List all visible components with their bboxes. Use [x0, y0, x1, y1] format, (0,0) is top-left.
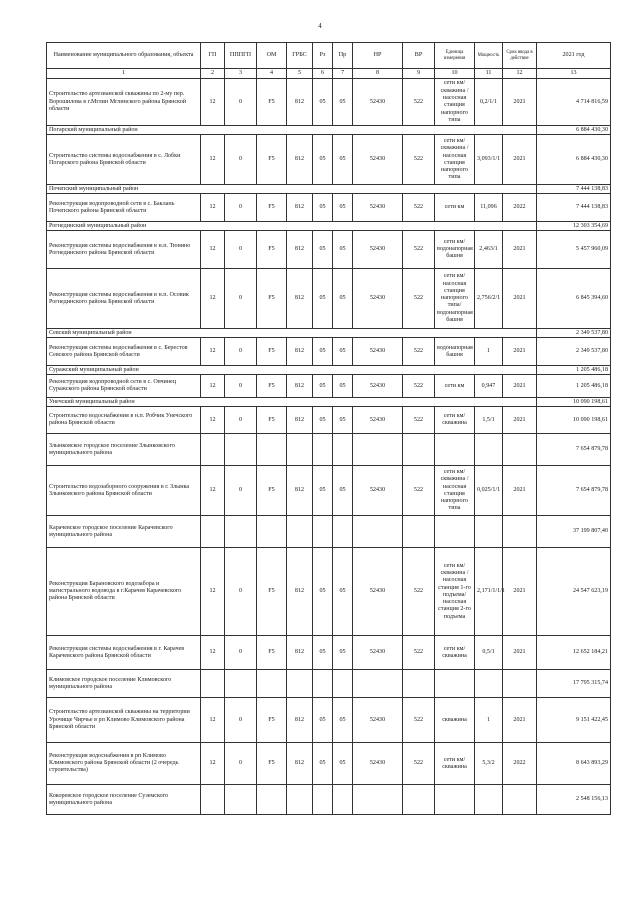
district-total: 12 303 354,69	[537, 222, 611, 231]
header-nr: НР	[353, 43, 403, 69]
empty-cell	[435, 670, 475, 698]
object-row	[47, 231, 611, 269]
power-cell: 11,096	[475, 194, 503, 222]
power-cell: 1	[475, 338, 503, 366]
power-cell: 0,947	[475, 375, 503, 398]
empty-cell	[313, 785, 333, 815]
gp-cell: 12	[201, 636, 225, 670]
settlement-total: 7 654 879,78	[537, 434, 611, 466]
unit-cell: сети км/насосная станция напорного типа/водонапорная башня	[435, 269, 475, 329]
empty-cell	[201, 434, 225, 466]
district-total: 7 444 138,83	[537, 185, 611, 194]
object-row	[47, 548, 611, 636]
pr-cell: 05	[333, 548, 353, 636]
gp-cell: 12	[201, 338, 225, 366]
empty-cell	[475, 785, 503, 815]
gp-cell: 12	[201, 743, 225, 785]
rz-cell: 05	[313, 698, 333, 743]
vr-cell: 522	[403, 269, 435, 329]
pppgp-cell: 0	[225, 407, 257, 434]
commission-year-cell: 2021	[503, 231, 537, 269]
header-gp: ГП	[201, 43, 225, 69]
empty-cell	[435, 434, 475, 466]
commission-year-cell: 2021	[503, 636, 537, 670]
pppgp-cell: 0	[225, 466, 257, 516]
empty-cell	[333, 434, 353, 466]
nr-cell: 52430	[353, 194, 403, 222]
empty-cell	[353, 516, 403, 548]
om-cell: F5	[257, 375, 287, 398]
header-name: Наименование муниципального образования, объекта	[47, 43, 201, 69]
column-number: 6	[313, 69, 333, 79]
gp-cell: 12	[201, 135, 225, 185]
rz-cell: 05	[313, 466, 333, 516]
grbs-cell: 812	[287, 79, 313, 126]
pr-cell: 05	[333, 636, 353, 670]
unit-cell: сети км/водонапорная башня	[435, 231, 475, 269]
column-number: 10	[435, 69, 475, 79]
object-row	[47, 375, 611, 398]
empty-cell	[403, 516, 435, 548]
object-row	[47, 269, 611, 329]
commission-year-cell: 2021	[503, 135, 537, 185]
nr-cell: 52430	[353, 79, 403, 126]
empty-cell	[201, 785, 225, 815]
commission-year-cell: 2021	[503, 375, 537, 398]
gp-cell: 12	[201, 79, 225, 126]
district-name: Унечский муниципальный район	[47, 398, 537, 407]
empty-cell	[257, 516, 287, 548]
settlement-row	[47, 516, 611, 548]
object-row	[47, 743, 611, 785]
rz-cell: 05	[313, 135, 333, 185]
empty-cell	[313, 670, 333, 698]
rz-cell: 05	[313, 269, 333, 329]
om-cell: F5	[257, 79, 287, 126]
header-pppgp: ПППГП	[225, 43, 257, 69]
pppgp-cell: 0	[225, 375, 257, 398]
om-cell: F5	[257, 231, 287, 269]
commission-year-cell: 2021	[503, 269, 537, 329]
pr-cell: 05	[333, 375, 353, 398]
grbs-cell: 812	[287, 338, 313, 366]
settlement-row	[47, 434, 611, 466]
object-name: Реконструкция системы водоснабжения в г. Карачев Карачевского района Брянской области	[47, 636, 201, 670]
nr-cell: 52430	[353, 636, 403, 670]
settlement-name: Злынковское городское поселение Злынковского муниципального района	[47, 434, 201, 466]
empty-cell	[503, 516, 537, 548]
district-total: 10 090 198,61	[537, 398, 611, 407]
settlement-row	[47, 785, 611, 815]
unit-cell: сети км/скважина /насосная станция напорного типа	[435, 79, 475, 126]
om-cell: F5	[257, 548, 287, 636]
amount-2021-cell: 2 349 537,80	[537, 338, 611, 366]
district-name: Севский муниципальный район	[47, 329, 537, 338]
column-number-row	[47, 69, 611, 79]
nr-cell: 52430	[353, 135, 403, 185]
pppgp-cell: 0	[225, 194, 257, 222]
pr-cell: 05	[333, 79, 353, 126]
pppgp-cell: 0	[225, 698, 257, 743]
pr-cell: 05	[333, 338, 353, 366]
nr-cell: 52430	[353, 548, 403, 636]
column-number: 2	[201, 69, 225, 79]
pr-cell: 05	[333, 194, 353, 222]
pppgp-cell: 0	[225, 548, 257, 636]
empty-cell	[313, 516, 333, 548]
budget-table	[46, 42, 611, 815]
unit-cell: сети км	[435, 194, 475, 222]
empty-cell	[435, 785, 475, 815]
rz-cell: 05	[313, 743, 333, 785]
empty-cell	[353, 785, 403, 815]
unit-cell: сети км/скважина	[435, 636, 475, 670]
grbs-cell: 812	[287, 375, 313, 398]
object-name: Реконструкция системы водоснабжения в н.п. Тюнино Рогнединского района Брянской области	[47, 231, 201, 269]
empty-cell	[353, 670, 403, 698]
object-name: Строительство артезианской скважины по 2-му пер. Ворошилова в г.Мглин Мглинского района Брянской области	[47, 79, 201, 126]
unit-cell: сети км/скважина /насосная станция напорного типа	[435, 135, 475, 185]
object-name: Строительство водозаборного сооружения в г. Злынка Злынковского района Брянской области	[47, 466, 201, 516]
om-cell: F5	[257, 698, 287, 743]
column-number: 5	[287, 69, 313, 79]
empty-cell	[201, 516, 225, 548]
object-row	[47, 338, 611, 366]
pr-cell: 05	[333, 269, 353, 329]
district-total: 6 884 430,30	[537, 126, 611, 135]
district-row	[47, 185, 611, 194]
vr-cell: 522	[403, 743, 435, 785]
om-cell: F5	[257, 135, 287, 185]
commission-year-cell: 2021	[503, 698, 537, 743]
district-row	[47, 126, 611, 135]
amount-2021-cell: 10 090 198,61	[537, 407, 611, 434]
om-cell: F5	[257, 743, 287, 785]
object-name: Строительство водоснабжения в н.п. Робчик Унечского района Брянской области	[47, 407, 201, 434]
vr-cell: 522	[403, 466, 435, 516]
empty-cell	[287, 670, 313, 698]
column-number: 9	[403, 69, 435, 79]
district-total: 2 349 537,80	[537, 329, 611, 338]
district-row	[47, 366, 611, 375]
object-row	[47, 466, 611, 516]
empty-cell	[503, 434, 537, 466]
empty-cell	[225, 434, 257, 466]
object-name: Строительство системы водоснабжения в с. Лобки Погарского района Брянской области	[47, 135, 201, 185]
grbs-cell: 812	[287, 194, 313, 222]
header-row	[47, 43, 611, 69]
grbs-cell: 812	[287, 698, 313, 743]
grbs-cell: 812	[287, 548, 313, 636]
pr-cell: 05	[333, 231, 353, 269]
amount-2021-cell: 6 884 430,30	[537, 135, 611, 185]
empty-cell	[257, 785, 287, 815]
amount-2021-cell: 1 205 486,18	[537, 375, 611, 398]
empty-cell	[435, 516, 475, 548]
unit-cell: сети км/скважина	[435, 743, 475, 785]
settlement-total: 2 548 156,13	[537, 785, 611, 815]
power-cell: 0,025/1/1	[475, 466, 503, 516]
grbs-cell: 812	[287, 135, 313, 185]
power-cell: 0,5/1	[475, 636, 503, 670]
power-cell: 2,463/1	[475, 231, 503, 269]
om-cell: F5	[257, 466, 287, 516]
settlement-name: Карачевское городское поселение Карачевского муниципального района	[47, 516, 201, 548]
amount-2021-cell: 12 652 184,21	[537, 636, 611, 670]
column-number: 7	[333, 69, 353, 79]
vr-cell: 522	[403, 375, 435, 398]
empty-cell	[503, 670, 537, 698]
empty-cell	[287, 434, 313, 466]
gp-cell: 12	[201, 698, 225, 743]
settlement-total: 37 199 807,40	[537, 516, 611, 548]
amount-2021-cell: 7 654 879,78	[537, 466, 611, 516]
column-number: 13	[537, 69, 611, 79]
district-row	[47, 329, 611, 338]
empty-cell	[257, 670, 287, 698]
empty-cell	[225, 670, 257, 698]
pr-cell: 05	[333, 466, 353, 516]
unit-cell: скважина	[435, 698, 475, 743]
district-name: Рогнединский муниципальный район	[47, 222, 537, 231]
grbs-cell: 812	[287, 231, 313, 269]
vr-cell: 522	[403, 548, 435, 636]
om-cell: F5	[257, 338, 287, 366]
district-row	[47, 222, 611, 231]
empty-cell	[313, 434, 333, 466]
rz-cell: 05	[313, 338, 333, 366]
empty-cell	[287, 785, 313, 815]
rz-cell: 05	[313, 548, 333, 636]
district-name: Суражский муниципальный район	[47, 366, 537, 375]
object-row	[47, 407, 611, 434]
nr-cell: 52430	[353, 375, 403, 398]
empty-cell	[225, 516, 257, 548]
grbs-cell: 812	[287, 269, 313, 329]
header-unit: Единица измерения	[435, 43, 475, 69]
vr-cell: 522	[403, 338, 435, 366]
commission-year-cell: 2021	[503, 338, 537, 366]
om-cell: F5	[257, 407, 287, 434]
column-number: 12	[503, 69, 537, 79]
gp-cell: 12	[201, 231, 225, 269]
power-cell: 0,2/1/1	[475, 79, 503, 126]
om-cell: F5	[257, 636, 287, 670]
header-rz: Рз	[313, 43, 333, 69]
empty-cell	[287, 516, 313, 548]
pr-cell: 05	[333, 698, 353, 743]
rz-cell: 05	[313, 231, 333, 269]
header-pr: Пр	[333, 43, 353, 69]
pppgp-cell: 0	[225, 269, 257, 329]
column-number: 3	[225, 69, 257, 79]
object-name: Реконструкция Барановского водозабора и магистрального водовода в г.Карачев Карачевского района Брянской области	[47, 548, 201, 636]
power-cell: 1,5/1	[475, 407, 503, 434]
pr-cell: 05	[333, 135, 353, 185]
district-name: Почепский муниципальный район	[47, 185, 537, 194]
empty-cell	[225, 785, 257, 815]
amount-2021-cell: 7 444 138,83	[537, 194, 611, 222]
vr-cell: 522	[403, 698, 435, 743]
vr-cell: 522	[403, 194, 435, 222]
object-row	[47, 194, 611, 222]
settlement-name: Кокоревское городское поселение Суземского муниципального района	[47, 785, 201, 815]
rz-cell: 05	[313, 636, 333, 670]
grbs-cell: 812	[287, 636, 313, 670]
power-cell: 1	[475, 698, 503, 743]
grbs-cell: 812	[287, 743, 313, 785]
empty-cell	[353, 434, 403, 466]
om-cell: F5	[257, 269, 287, 329]
empty-cell	[503, 785, 537, 815]
nr-cell: 52430	[353, 466, 403, 516]
settlement-total: 17 795 315,74	[537, 670, 611, 698]
object-row	[47, 636, 611, 670]
empty-cell	[333, 785, 353, 815]
power-cell: 5,3/2	[475, 743, 503, 785]
grbs-cell: 812	[287, 407, 313, 434]
object-row	[47, 135, 611, 185]
gp-cell: 12	[201, 375, 225, 398]
page-number: 4	[318, 22, 322, 30]
gp-cell: 12	[201, 466, 225, 516]
nr-cell: 52430	[353, 338, 403, 366]
pppgp-cell: 0	[225, 338, 257, 366]
rz-cell: 05	[313, 79, 333, 126]
header-vr: ВР	[403, 43, 435, 69]
commission-year-cell: 2022	[503, 194, 537, 222]
column-number: 11	[475, 69, 503, 79]
empty-cell	[475, 434, 503, 466]
nr-cell: 52430	[353, 743, 403, 785]
object-name: Реконструкция водоснабжения в рп Климово Климовского района Брянской области (2 очередь строительства)	[47, 743, 201, 785]
header-commission-year: Срок ввода в действие	[503, 43, 537, 69]
empty-cell	[475, 516, 503, 548]
power-cell: 2,171/1/1/1	[475, 548, 503, 636]
header-grbs: ГРБС	[287, 43, 313, 69]
settlement-name: Климовское городское поселение Климовского муниципального района	[47, 670, 201, 698]
commission-year-cell: 2021	[503, 548, 537, 636]
rz-cell: 05	[313, 194, 333, 222]
om-cell: F5	[257, 194, 287, 222]
column-number: 4	[257, 69, 287, 79]
district-row	[47, 398, 611, 407]
amount-2021-cell: 9 151 422,45	[537, 698, 611, 743]
amount-2021-cell: 24 547 623,19	[537, 548, 611, 636]
pr-cell: 05	[333, 407, 353, 434]
object-row	[47, 79, 611, 126]
power-cell: 3,093/1/1	[475, 135, 503, 185]
pppgp-cell: 0	[225, 231, 257, 269]
empty-cell	[403, 434, 435, 466]
vr-cell: 522	[403, 79, 435, 126]
object-name: Строительство артезианской скважины на территории Урочище Чирчье в рп Климово Климовского района Брянской области	[47, 698, 201, 743]
settlement-row	[47, 670, 611, 698]
commission-year-cell: 2021	[503, 407, 537, 434]
gp-cell: 12	[201, 407, 225, 434]
column-number: 1	[47, 69, 201, 79]
pppgp-cell: 0	[225, 636, 257, 670]
nr-cell: 52430	[353, 407, 403, 434]
empty-cell	[403, 670, 435, 698]
district-total: 1 205 486,18	[537, 366, 611, 375]
commission-year-cell: 2021	[503, 79, 537, 126]
vr-cell: 522	[403, 135, 435, 185]
rz-cell: 05	[313, 407, 333, 434]
unit-cell: сети км	[435, 375, 475, 398]
empty-cell	[257, 434, 287, 466]
vr-cell: 522	[403, 407, 435, 434]
vr-cell: 522	[403, 636, 435, 670]
unit-cell: водонапорная башня	[435, 338, 475, 366]
header-year-2021: 2021 год	[537, 43, 611, 69]
pppgp-cell: 0	[225, 79, 257, 126]
unit-cell: сети км/скважина /насосная станция напорного типа	[435, 466, 475, 516]
pppgp-cell: 0	[225, 743, 257, 785]
gp-cell: 12	[201, 548, 225, 636]
empty-cell	[475, 670, 503, 698]
unit-cell: сети км/скважина	[435, 407, 475, 434]
commission-year-cell: 2022	[503, 743, 537, 785]
header-om: ОМ	[257, 43, 287, 69]
pr-cell: 05	[333, 743, 353, 785]
amount-2021-cell: 4 714 816,59	[537, 79, 611, 126]
object-name: Реконструкция системы водоснабжения в с. Берестов Севского района Брянской области	[47, 338, 201, 366]
object-name: Реконструкция водопроводной сети в с. Баклань Почепского района Брянской области	[47, 194, 201, 222]
header-power: Мощность	[475, 43, 503, 69]
rz-cell: 05	[313, 375, 333, 398]
nr-cell: 52430	[353, 269, 403, 329]
empty-cell	[201, 670, 225, 698]
pppgp-cell: 0	[225, 135, 257, 185]
unit-cell: сети км/скважина /насосная станция 1-го подъема/насосная станция 2-го подъема	[435, 548, 475, 636]
object-name: Реконструкция водопроводной сети в с. Овчинец Суражского района Брянской области	[47, 375, 201, 398]
district-name: Погарский муниципальный район	[47, 126, 537, 135]
object-row	[47, 698, 611, 743]
gp-cell: 12	[201, 194, 225, 222]
amount-2021-cell: 6 845 394,60	[537, 269, 611, 329]
empty-cell	[403, 785, 435, 815]
grbs-cell: 812	[287, 466, 313, 516]
column-number: 8	[353, 69, 403, 79]
vr-cell: 522	[403, 231, 435, 269]
nr-cell: 52430	[353, 231, 403, 269]
object-name: Реконструкция системы водоснабжения в н.п. Осовик Рогнединского района Брянской области	[47, 269, 201, 329]
nr-cell: 52430	[353, 698, 403, 743]
empty-cell	[333, 516, 353, 548]
amount-2021-cell: 5 457 960,09	[537, 231, 611, 269]
gp-cell: 12	[201, 269, 225, 329]
empty-cell	[333, 670, 353, 698]
commission-year-cell: 2021	[503, 466, 537, 516]
power-cell: 2,756/2/1	[475, 269, 503, 329]
amount-2021-cell: 8 643 893,29	[537, 743, 611, 785]
